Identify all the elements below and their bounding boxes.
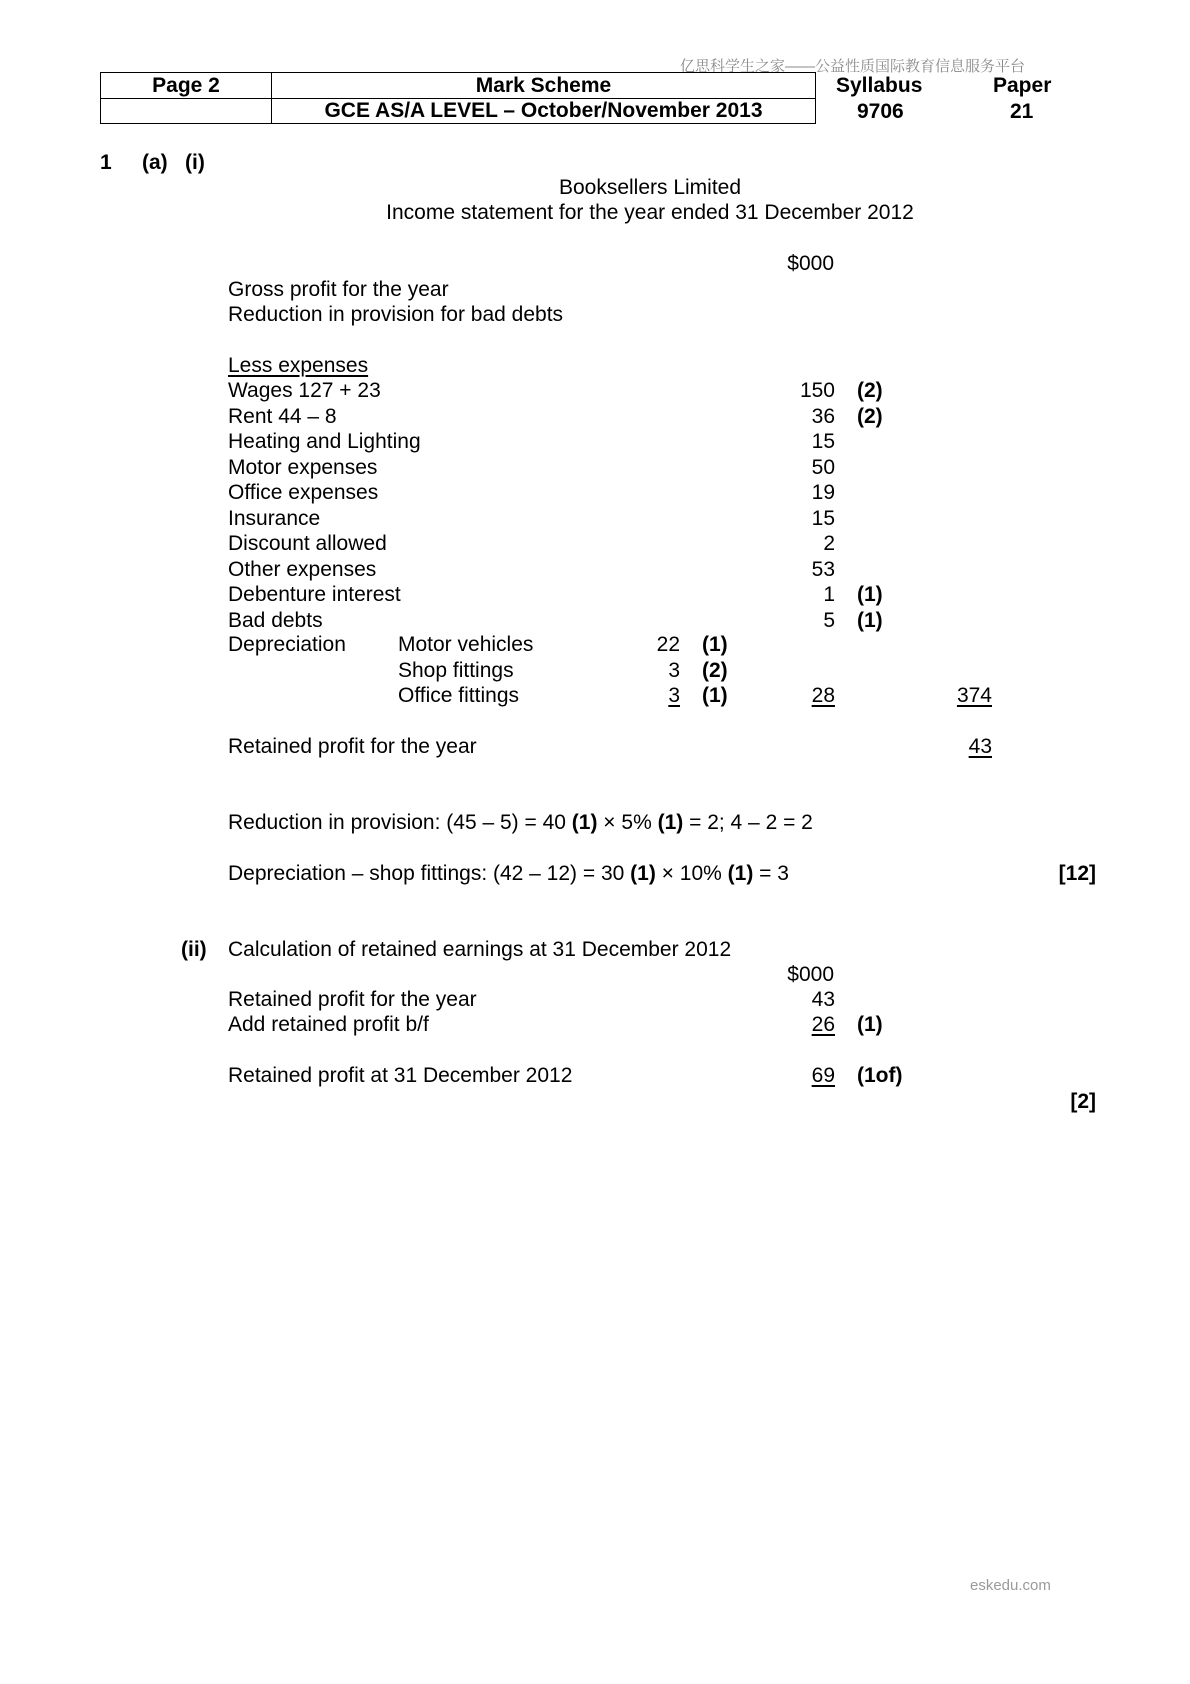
part-ii-label: (ii) — [181, 938, 207, 961]
part-ii-title: Calculation of retained earnings at 31 December 2012 — [228, 938, 732, 961]
question-sub: (i) — [185, 151, 205, 174]
expense-label: Discount allowed — [228, 532, 387, 555]
depreciation-item-label: Office fittings — [398, 684, 519, 707]
gross-profit-label: Gross profit for the year — [228, 278, 449, 301]
expense-label: Office expenses — [228, 481, 379, 504]
part-ii-row1-value: 43 — [811, 988, 835, 1011]
shop-fittings-working: Depreciation – shop fittings: (42 – 12) = 30 (1) × 10% (1) = 3 — [228, 862, 789, 885]
expense-label: Motor expenses — [228, 456, 378, 479]
part-ii-row2-mark: (1) — [857, 1013, 883, 1036]
expense-value: 36 — [811, 405, 835, 428]
depreciation-item-value: 22 — [656, 633, 680, 656]
expense-label: Heating and Lighting — [228, 430, 421, 453]
part-ii-row3-label: Retained profit at 31 December 2012 — [228, 1064, 573, 1087]
depreciation-item-mark: (2) — [702, 659, 728, 682]
expense-mark: (2) — [857, 379, 883, 402]
currency-header: $000 — [787, 252, 834, 275]
question-number: 1 — [100, 151, 112, 174]
blank-cell — [100, 98, 272, 124]
exam-title: GCE AS/A LEVEL – October/November 2013 — [271, 98, 816, 124]
expense-value: 53 — [811, 558, 835, 581]
expense-mark: (2) — [857, 405, 883, 428]
question-part: (a) — [142, 151, 168, 174]
depreciation-total: 28 — [811, 684, 835, 707]
part-ii-currency: $000 — [787, 963, 834, 986]
expense-label: Rent 44 – 8 — [228, 405, 337, 428]
expense-value: 150 — [799, 379, 835, 402]
expense-mark: (1) — [857, 609, 883, 632]
paper-label: Paper — [993, 74, 1052, 97]
depreciation-item-value: 3 — [668, 684, 680, 707]
expense-value: 1 — [823, 583, 835, 606]
part-ii-row2-label: Add retained profit b/f — [228, 1013, 429, 1036]
expenses-total: 374 — [956, 684, 992, 707]
expense-label: Wages 127 + 23 — [228, 379, 381, 402]
depreciation-item-value: 3 — [668, 659, 680, 682]
part-ii-row3-value: 69 — [811, 1064, 835, 1087]
expense-label: Bad debts — [228, 609, 323, 632]
statement-title: Income statement for the year ended 31 December 2012 — [386, 201, 914, 224]
less-expenses-heading: Less expenses — [228, 354, 369, 377]
expense-mark: (1) — [857, 583, 883, 606]
total-marks-ii: [2] — [1070, 1090, 1096, 1113]
part-ii-row1-label: Retained profit for the year — [228, 988, 477, 1011]
depreciation-item-mark: (1) — [702, 633, 728, 656]
part-ii-row3-mark: (1of) — [857, 1064, 903, 1087]
page-number: Page 2 — [100, 72, 272, 99]
expense-value: 15 — [811, 507, 835, 530]
expense-value: 15 — [811, 430, 835, 453]
reduction-label: Reduction in provision for bad debts — [228, 303, 564, 326]
provision-working: Reduction in provision: (45 – 5) = 40 (1) × 5% (1) = 2; 4 – 2 = 2 — [228, 811, 813, 834]
paper-value: 21 — [1010, 100, 1034, 123]
depreciation-item-label: Shop fittings — [398, 659, 514, 682]
syllabus-label: Syllabus — [836, 74, 923, 97]
depreciation-item-label: Motor vehicles — [398, 633, 534, 656]
retained-profit-value: 43 — [968, 735, 992, 758]
watermark-top: 亿思科学生之家——公益性质国际教育信息服务平台 — [680, 58, 1026, 75]
total-marks-i: [12] — [1058, 862, 1096, 885]
expense-value: 50 — [811, 456, 835, 479]
expense-label: Insurance — [228, 507, 321, 530]
watermark-bottom: eskedu.com — [970, 1577, 1051, 1594]
retained-profit-label: Retained profit for the year — [228, 735, 477, 758]
expense-label: Other expenses — [228, 558, 377, 581]
expense-value: 2 — [823, 532, 835, 555]
company-name: Booksellers Limited — [558, 176, 742, 199]
depreciation-item-mark: (1) — [702, 684, 728, 707]
depreciation-label: Depreciation — [228, 633, 346, 656]
scheme-title: Mark Scheme — [271, 72, 816, 99]
expense-value: 19 — [811, 481, 835, 504]
syllabus-value: 9706 — [857, 100, 904, 123]
expense-label: Debenture interest — [228, 583, 401, 606]
part-ii-row2-value: 26 — [811, 1013, 835, 1036]
expense-value: 5 — [823, 609, 835, 632]
header-table — [100, 72, 816, 124]
